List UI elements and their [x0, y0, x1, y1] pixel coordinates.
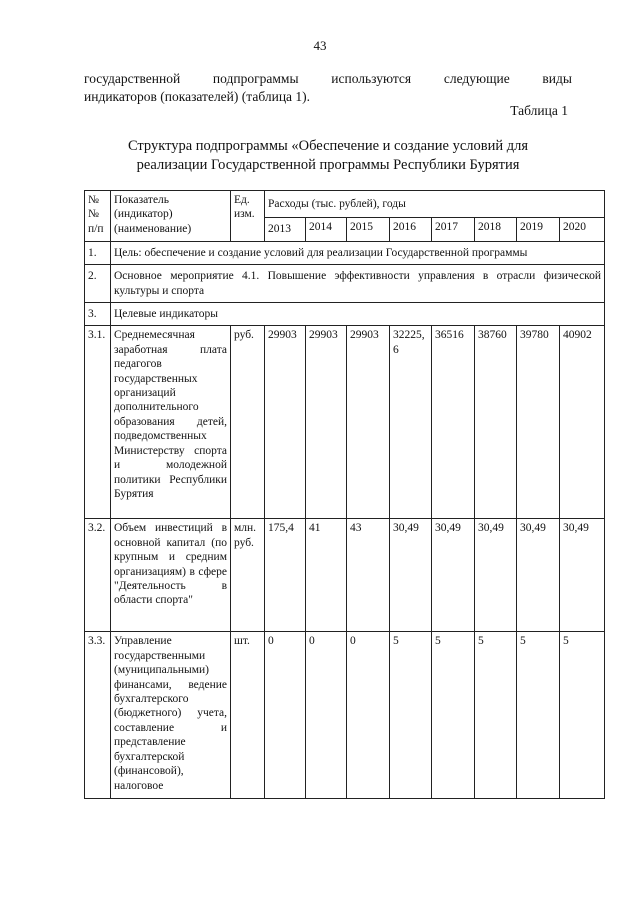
row-num: 1. — [85, 241, 111, 264]
value-cell: 29903 — [347, 326, 390, 519]
value-cell: 30,49 — [390, 519, 432, 632]
intro-word: государственной — [84, 71, 181, 86]
table-title — [84, 137, 572, 175]
indicator-unit: млн. руб. — [231, 519, 265, 632]
value-cell: 38760 — [475, 326, 517, 519]
value-cell: 41 — [306, 519, 347, 632]
row-num: 3.1. — [85, 326, 111, 519]
header-expenses: Расходы (тыс. рублей), годы — [265, 191, 605, 218]
intro-word: используются — [331, 71, 412, 86]
indicator-name: Объем инвестиций в основной капитал (по крупным и средним организациям) в сфере "Деятельность в области спорта" — [111, 519, 231, 632]
row-num: 3.2. — [85, 519, 111, 632]
header-year: 2019 — [517, 218, 560, 241]
header-row — [85, 191, 605, 218]
targets-text: Целевые индикаторы — [111, 303, 605, 326]
intro-word: виды — [542, 71, 572, 86]
indicator-name: Среднемесячная заработная плата педагогов государственных организаций дополнительного образования детей, подведомственных Министерству спорта и молодежной политики Республики Бурятия — [111, 326, 231, 519]
goal-text: Цель: обеспечение и создание условий для реализации Государственной программы — [111, 241, 605, 264]
row-num: 2. — [85, 265, 111, 303]
header-year: 2017 — [432, 218, 475, 241]
table-label: Таблица 1 — [510, 103, 568, 118]
value-cell: 30,49 — [432, 519, 475, 632]
header-num: № № п/п — [85, 191, 111, 242]
value-cell: 36516 — [432, 326, 475, 519]
value-cell: 30,49 — [475, 519, 517, 632]
header-year: 2015 — [347, 218, 390, 241]
value-cell: 29903 — [306, 326, 347, 519]
table-row — [85, 632, 605, 799]
value-cell: 29903 — [265, 326, 306, 519]
value-cell: 43 — [347, 519, 390, 632]
indicator-name: Управление государственными (муниципальными) финансами, ведение бухгалтерского (бюджетного) учета, составление и представление бухгалтерской (финансовой), налоговое — [111, 632, 231, 799]
table-title-line-1: Структура подпрограммы «Обеспечение и создание условий для — [127, 138, 529, 154]
header-unit: Ед. изм. — [231, 191, 265, 242]
value-cell: 0 — [306, 632, 347, 799]
value-cell: 5 — [390, 632, 432, 799]
header-year: 2014 — [306, 218, 347, 241]
value-cell: 30,49 — [560, 519, 605, 632]
intro-line-1 — [84, 70, 572, 88]
intro-line-2: индикаторов (показателей) (таблица 1). — [84, 89, 311, 104]
header-year: 2013 — [265, 218, 306, 241]
value-cell: 5 — [475, 632, 517, 799]
value-cell: 0 — [265, 632, 306, 799]
table-title-line-2: реализации Государственной программы Республики Бурятия — [136, 157, 520, 173]
value-cell: 5 — [517, 632, 560, 799]
row-num: 3.3. — [85, 632, 111, 799]
row-num: 3. — [85, 303, 111, 326]
intro-word: следующие — [443, 71, 510, 86]
goal-row — [85, 241, 605, 264]
value-cell: 175,4 — [265, 519, 306, 632]
table-row — [85, 519, 605, 632]
value-cell: 5 — [560, 632, 605, 799]
value-cell: 0 — [347, 632, 390, 799]
page-number: 43 — [313, 38, 327, 53]
header-indicator: Показатель (индикатор) (наименование) — [111, 191, 231, 242]
value-cell: 39780 — [517, 326, 560, 519]
value-cell: 30,49 — [517, 519, 560, 632]
intro-word: подпрограммы — [212, 71, 299, 86]
header-year: 2018 — [475, 218, 517, 241]
value-cell: 5 — [432, 632, 475, 799]
indicators-table — [84, 190, 605, 799]
indicator-unit: руб. — [231, 326, 265, 519]
value-cell: 32225,6 — [390, 326, 432, 519]
table-row — [85, 326, 605, 519]
activity-row — [85, 265, 605, 303]
targets-row — [85, 303, 605, 326]
header-year: 2020 — [560, 218, 605, 241]
intro-paragraph — [84, 70, 572, 106]
value-cell: 40902 — [560, 326, 605, 519]
indicator-unit: шт. — [231, 632, 265, 799]
activity-text: Основное мероприятие 4.1. Повышение эффективности управления в отрасли физической культуры и спорта — [111, 265, 605, 303]
header-year: 2016 — [390, 218, 432, 241]
